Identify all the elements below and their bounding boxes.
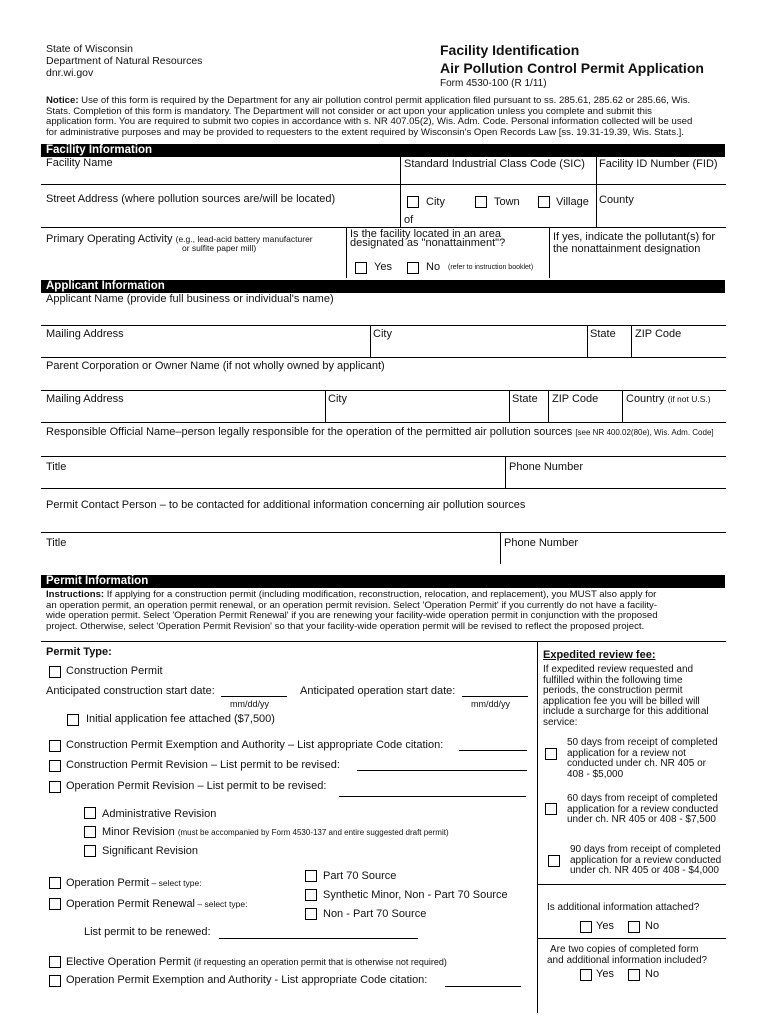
ope-citation-line[interactable] <box>445 986 521 987</box>
cpr-label: Construction Permit Revision – List permit to be revised: <box>66 759 340 771</box>
sic-label: Standard Industrial Class Code (SIC) <box>404 158 585 170</box>
applicant-heading: Applicant Information <box>41 280 725 293</box>
expedited-50-checkbox[interactable] <box>545 748 557 760</box>
form-title-1: Facility Identification <box>440 42 580 58</box>
operation-permit-label: Operation Permit – select type: <box>66 877 202 889</box>
nonattainment-question-1: Is the facility located in an area <box>350 228 502 240</box>
part70-checkbox[interactable] <box>305 870 317 882</box>
operation-date-format: mm/dd/yy <box>471 699 511 709</box>
applicant-name-label: Applicant Name (provide full business or individual's name) <box>46 293 334 305</box>
ope-checkbox[interactable] <box>49 975 61 987</box>
fid-label: Facility ID Number (FID) <box>599 158 718 170</box>
additional-info-no-label: No <box>645 920 660 932</box>
expedited-intro: If expedited review requested and fulfilled within the following time periods, the construction permit application fee you will be billed will include a surcharge for this additional service: <box>543 664 709 728</box>
opr-line[interactable] <box>339 796 526 797</box>
additional-info-yes-label: Yes <box>596 920 614 932</box>
construction-start-label: Anticipated construction start date: <box>46 685 215 697</box>
nonattainment-question-2: designated as "nonattainment"? <box>350 237 506 249</box>
parent-state-label: State <box>512 393 538 405</box>
city-label: City <box>426 196 445 208</box>
village-checkbox[interactable] <box>538 196 550 208</box>
ope-label: Operation Permit Exemption and Authority - List appropriate Code citation: <box>66 974 428 986</box>
admin-revision-checkbox[interactable] <box>84 807 96 819</box>
nonattainment-yes-label: Yes <box>374 261 392 273</box>
activity-label: Primary Operating Activity (e.g., lead-acid battery manufacturer <box>46 233 313 245</box>
construction-permit-label: Construction Permit <box>66 665 163 677</box>
admin-revision-label: Administrative Revision <box>102 808 217 820</box>
nonattainment-no-checkbox[interactable] <box>407 262 419 274</box>
operation-renewal-label: Operation Permit Renewal – select type: <box>66 898 248 910</box>
opr-checkbox[interactable] <box>49 781 61 793</box>
expedited-heading: Expedited review fee: <box>543 649 656 661</box>
applicant-state-label: State <box>590 328 616 340</box>
facility-heading: Facility Information <box>41 144 725 157</box>
additional-info-yes-checkbox[interactable] <box>580 921 592 933</box>
town-label: Town <box>494 196 520 208</box>
permit-instructions: Instructions: If applying for a construction permit (including modification, reconstruction, relocation, and replacement), you MUST also apply for an operation permit, an operation permit renewal, or an operation permit revision. Select 'Operation Permit' if you currently do not have a facility- wide operation permit. Select 'Operation Permit Renewal' if you are renewing your facility-wide operation permit in conjunction with the proposed project. Otherwise, select 'Operation Permit Revision' so that your facility-wide operation permit will be revised to reflect the proposed project. <box>46 589 658 632</box>
cpr-checkbox[interactable] <box>49 760 61 772</box>
cpe-citation-line[interactable] <box>459 750 527 751</box>
operation-start-line[interactable] <box>462 696 528 697</box>
notice: Notice: Use of this form is required by the Department for any air pollution control permit application filed pursuant to ss. 285.61, 285.62 or 285.66, Wis. Stats. Completion of this form is mandatory. The Department will not consider or act upon your application unless you complete and submit this application form. You are required to submit two copies in accordance with s. NR 407.05(2), Wis. Adm. Code. Personal information collected will be used for administrative purposes and may be provided to requesters to the extent required by Wisconsin's Open Records Law [ss. 19.31-19.39, Wis. Stats.]. <box>46 95 693 138</box>
city-checkbox[interactable] <box>407 196 419 208</box>
expedited-90-checkbox[interactable] <box>548 855 560 867</box>
applicant-zip-label: ZIP Code <box>635 328 682 340</box>
contact-title-label: Title <box>46 537 67 549</box>
phone-label: Phone Number <box>509 461 583 473</box>
village-label: Village <box>556 196 589 208</box>
copies-yes-checkbox[interactable] <box>580 969 592 981</box>
copies-question-2: and additional information included? <box>547 955 708 966</box>
mailing-address-label: Mailing Address <box>46 328 124 340</box>
parent-corp-label: Parent Corporation or Owner Name (if not wholly owned by applicant) <box>46 360 385 372</box>
expedited-90-text: 90 days from receipt of completed application for a review conducted under ch. NR 405 or 408 - $4,000 <box>570 844 722 876</box>
cpe-label: Construction Permit Exemption and Authority – List appropriate Code citation: <box>66 739 444 751</box>
elective-label: Elective Operation Permit (if requesting an operation permit that is otherwise not required) <box>66 956 447 968</box>
construction-permit-checkbox[interactable] <box>49 666 61 678</box>
of-label: of <box>404 214 414 226</box>
applicant-city-label: City <box>373 328 392 340</box>
part70-label: Part 70 Source <box>323 870 397 882</box>
agency-line-1: State of Wisconsin <box>46 43 133 55</box>
parent-city-label: City <box>328 393 347 405</box>
minor-revision-label: Minor Revision (must be accompanied by Form 4530-137 and entire suggested draft permit) <box>102 826 449 838</box>
opr-label: Operation Permit Revision – List permit to be revised: <box>66 780 327 792</box>
title-label: Title <box>46 461 67 473</box>
facility-name-label: Facility Name <box>46 157 113 169</box>
permit-heading: Permit Information <box>41 575 725 588</box>
copies-question-1: Are two copies of completed form <box>550 944 699 955</box>
booklet-note: (refer to instruction booklet) <box>448 264 534 271</box>
agency-line-2: Department of Natural Resources <box>46 55 203 67</box>
cpr-line[interactable] <box>357 770 527 771</box>
operation-permit-checkbox[interactable] <box>49 877 61 889</box>
elective-checkbox[interactable] <box>49 956 61 968</box>
synthetic-minor-label: Synthetic Minor, Non - Part 70 Source <box>323 889 508 901</box>
operation-start-label: Anticipated operation start date: <box>300 685 456 697</box>
contact-person-label: Permit Contact Person – to be contacted for additional information concerning air pollution sources <box>46 499 526 511</box>
agency-line-3: dnr.wi.gov <box>46 67 94 79</box>
significant-revision-checkbox[interactable] <box>84 845 96 857</box>
activity-example-2: or sulfite paper mill) <box>182 243 257 253</box>
form-number: Form 4530-100 (R 1/11) <box>440 78 547 89</box>
responsible-official-label: Responsible Official Name–person legally responsible for the operation of the permitted air pollution sources [see NR 400.02(80e), Wis. Adm. Code] <box>46 426 714 438</box>
synthetic-minor-checkbox[interactable] <box>305 889 317 901</box>
form-title-2: Air Pollution Control Permit Application <box>440 60 704 76</box>
non-part70-label: Non - Part 70 Source <box>323 908 427 920</box>
expedited-50-text: 50 days from receipt of completed application for a review not conducted under ch. NR 405 or 408 - $5,000 <box>567 737 718 780</box>
initial-fee-label: Initial application fee attached ($7,500) <box>86 713 275 725</box>
nonattainment-if-1: If yes, indicate the pollutant(s) for <box>553 231 716 243</box>
permit-type-label: Permit Type: <box>46 646 112 658</box>
additional-info-question: Is additional information attached? <box>547 902 700 913</box>
operation-renewal-checkbox[interactable] <box>49 898 61 910</box>
initial-fee-checkbox[interactable] <box>67 714 79 726</box>
nonattainment-yes-checkbox[interactable] <box>355 262 367 274</box>
renew-list-label: List permit to be renewed: <box>84 926 211 938</box>
copies-yes-label: Yes <box>596 968 614 980</box>
minor-revision-checkbox[interactable] <box>84 826 96 838</box>
expedited-60-text: 60 days from receipt of completed application for a review conducted under ch. NR 405 or 408 - $7,500 <box>567 793 719 825</box>
renew-list-line[interactable] <box>219 938 418 939</box>
copies-no-label: No <box>645 968 660 980</box>
nonattainment-if-2: the nonattainment designation <box>553 243 701 255</box>
construction-date-format: mm/dd/yy <box>230 699 270 709</box>
expedited-60-checkbox[interactable] <box>545 803 557 815</box>
additional-info-no-checkbox[interactable] <box>628 921 640 933</box>
parent-mailing-label: Mailing Address <box>46 393 124 405</box>
street-label: Street Address (where pollution sources are/will be located) <box>46 193 336 205</box>
construction-start-line[interactable] <box>221 696 287 697</box>
significant-revision-label: Significant Revision <box>102 845 198 857</box>
town-checkbox[interactable] <box>475 196 487 208</box>
contact-phone-label: Phone Number <box>504 537 578 549</box>
copies-no-checkbox[interactable] <box>628 969 640 981</box>
county-label: County <box>599 194 634 206</box>
parent-zip-label: ZIP Code <box>552 393 599 405</box>
cpe-checkbox[interactable] <box>49 740 61 752</box>
country-label: Country (if not U.S.) <box>626 393 711 405</box>
nonattainment-no-label: No <box>426 261 441 273</box>
non-part70-checkbox[interactable] <box>305 908 317 920</box>
